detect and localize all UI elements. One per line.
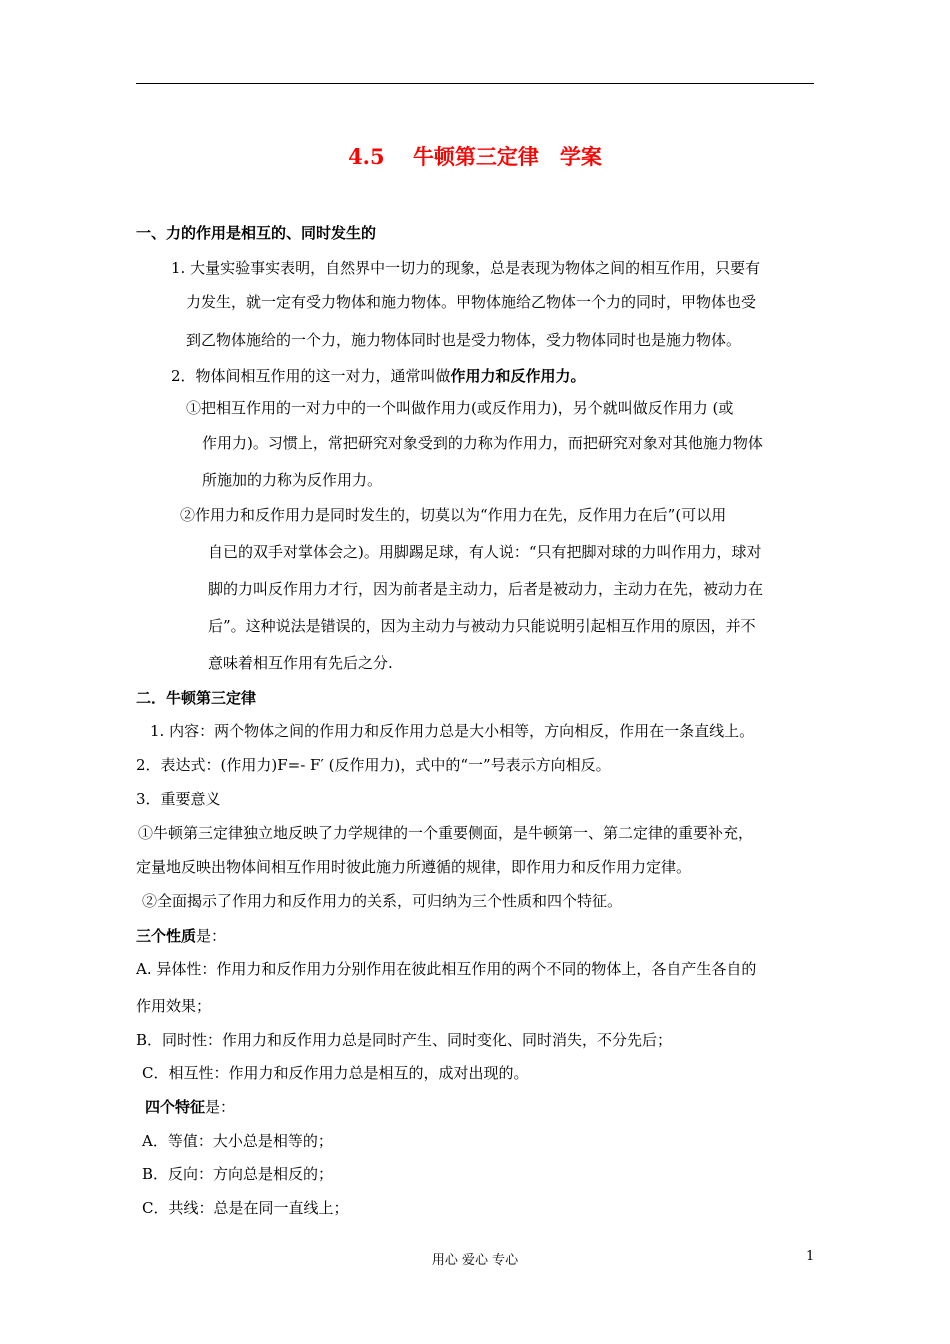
paragraph-line: C．共线：总是在同一直线上；: [142, 1199, 349, 1217]
paragraph-line: 作用力)。习惯上，常把研究对象受到的力称为作用力，而把研究对象对其他施力物体: [202, 434, 763, 452]
paragraph-text: 2．物体间相互作用的这一对力，通常叫做: [171, 367, 451, 385]
bold-term: 四个特征: [145, 1098, 206, 1116]
paragraph-line: ①把相互作用的一对力中的一个叫做作用力(或反作用力)，另个就叫做反作用力 (或: [186, 399, 734, 417]
page-footer: 用心 爱心 专心: [431, 1253, 519, 1268]
paragraph-line: 3．重要意义: [136, 790, 221, 808]
page-title: 4.5 牛顿第三定律 学案: [348, 144, 602, 169]
paragraph-line: A．等值：大小总是相等的；: [142, 1132, 333, 1150]
paragraph-line: B．同时性：作用力和反作用力总是同时产生、同时变化、同时消失，不分先后；: [136, 1031, 673, 1049]
paragraph-line: ②全面揭示了作用力和反作用力的关系，可归纳为三个性质和四个特征。: [142, 892, 623, 910]
paragraph-line: 2．表达式：(作用力)F=- F′ (反作用力)，式中的“一”号表示方向相反。: [136, 756, 611, 774]
paragraph-line: 力发生，就一定有受力物体和施力物体。甲物体施给乙物体一个力的同时，甲物体也受: [186, 293, 757, 311]
paragraph-line: 自已的双手对掌体会之)。用脚踢足球，有人说：“只有把脚对球的力叫作用力，球对: [208, 543, 762, 561]
paragraph-line: 1. 内容：两个物体之间的作用力和反作用力总是大小相等，方向相反，作用在一条直线上。: [150, 722, 755, 740]
paragraph-text: 是：: [205, 1098, 236, 1116]
bold-term: 作用力和反作用力。: [450, 367, 586, 385]
paragraph-line: 定量地反映出物体间相互作用时彼此施力所遵循的规律，即作用力和反作用力定律。: [136, 858, 692, 876]
paragraph-line: B．反向：方向总是相反的；: [142, 1165, 334, 1183]
paragraph-line: 到乙物体施给的一个力，施力物体同时也是受力物体，受力物体同时也是施力物体。: [186, 331, 742, 349]
paragraph-line: 所施加的力称为反作用力。: [202, 471, 383, 489]
paragraph-line: ①牛顿第三定律独立地反映了力学规律的一个重要侧面，是牛顿第一、第二定律的重要补充，: [138, 824, 754, 842]
header-rule: [136, 83, 814, 84]
paragraph-line: 后”。这种说法是错误的，因为主动力与被动力只能说明引起相互作用的原因，并不: [208, 617, 756, 635]
paragraph-line: ②作用力和反作用力是同时发生的，切莫以为“作用力在先，反作用力在后”(可以用: [180, 506, 727, 524]
paragraph-line: 意味着相互作用有先后之分.: [208, 654, 393, 672]
paragraph-line: A. 异体性：作用力和反作用力分别作用在彼此相互作用的两个不同的物体上，各自产生各自的: [136, 960, 757, 978]
section-heading-2: 二．牛顿第三定律: [136, 689, 257, 707]
paragraph-text: 是：: [196, 927, 227, 945]
page-number: 1: [806, 1249, 815, 1264]
paragraph-line: C．相互性：作用力和反作用力总是相互的，成对出现的。: [142, 1064, 529, 1082]
bold-term: 三个性质: [136, 927, 197, 945]
section-heading-1: 一、力的作用是相互的、同时发生的: [136, 224, 377, 242]
paragraph-line: [171, 364, 586, 388]
paragraph-line: 1. 大量实验事实表明，自然界中一切力的现象，总是表现为物体之间的相互作用，只要有: [171, 259, 761, 277]
subheading-line: [136, 924, 226, 948]
paragraph-line: 作用效果；: [136, 997, 212, 1015]
subheading-line: [145, 1095, 235, 1119]
paragraph-line: 脚的力叫反作用力才行，因为前者是主动力，后者是被动力，主动力在先，被动力在: [208, 580, 764, 598]
